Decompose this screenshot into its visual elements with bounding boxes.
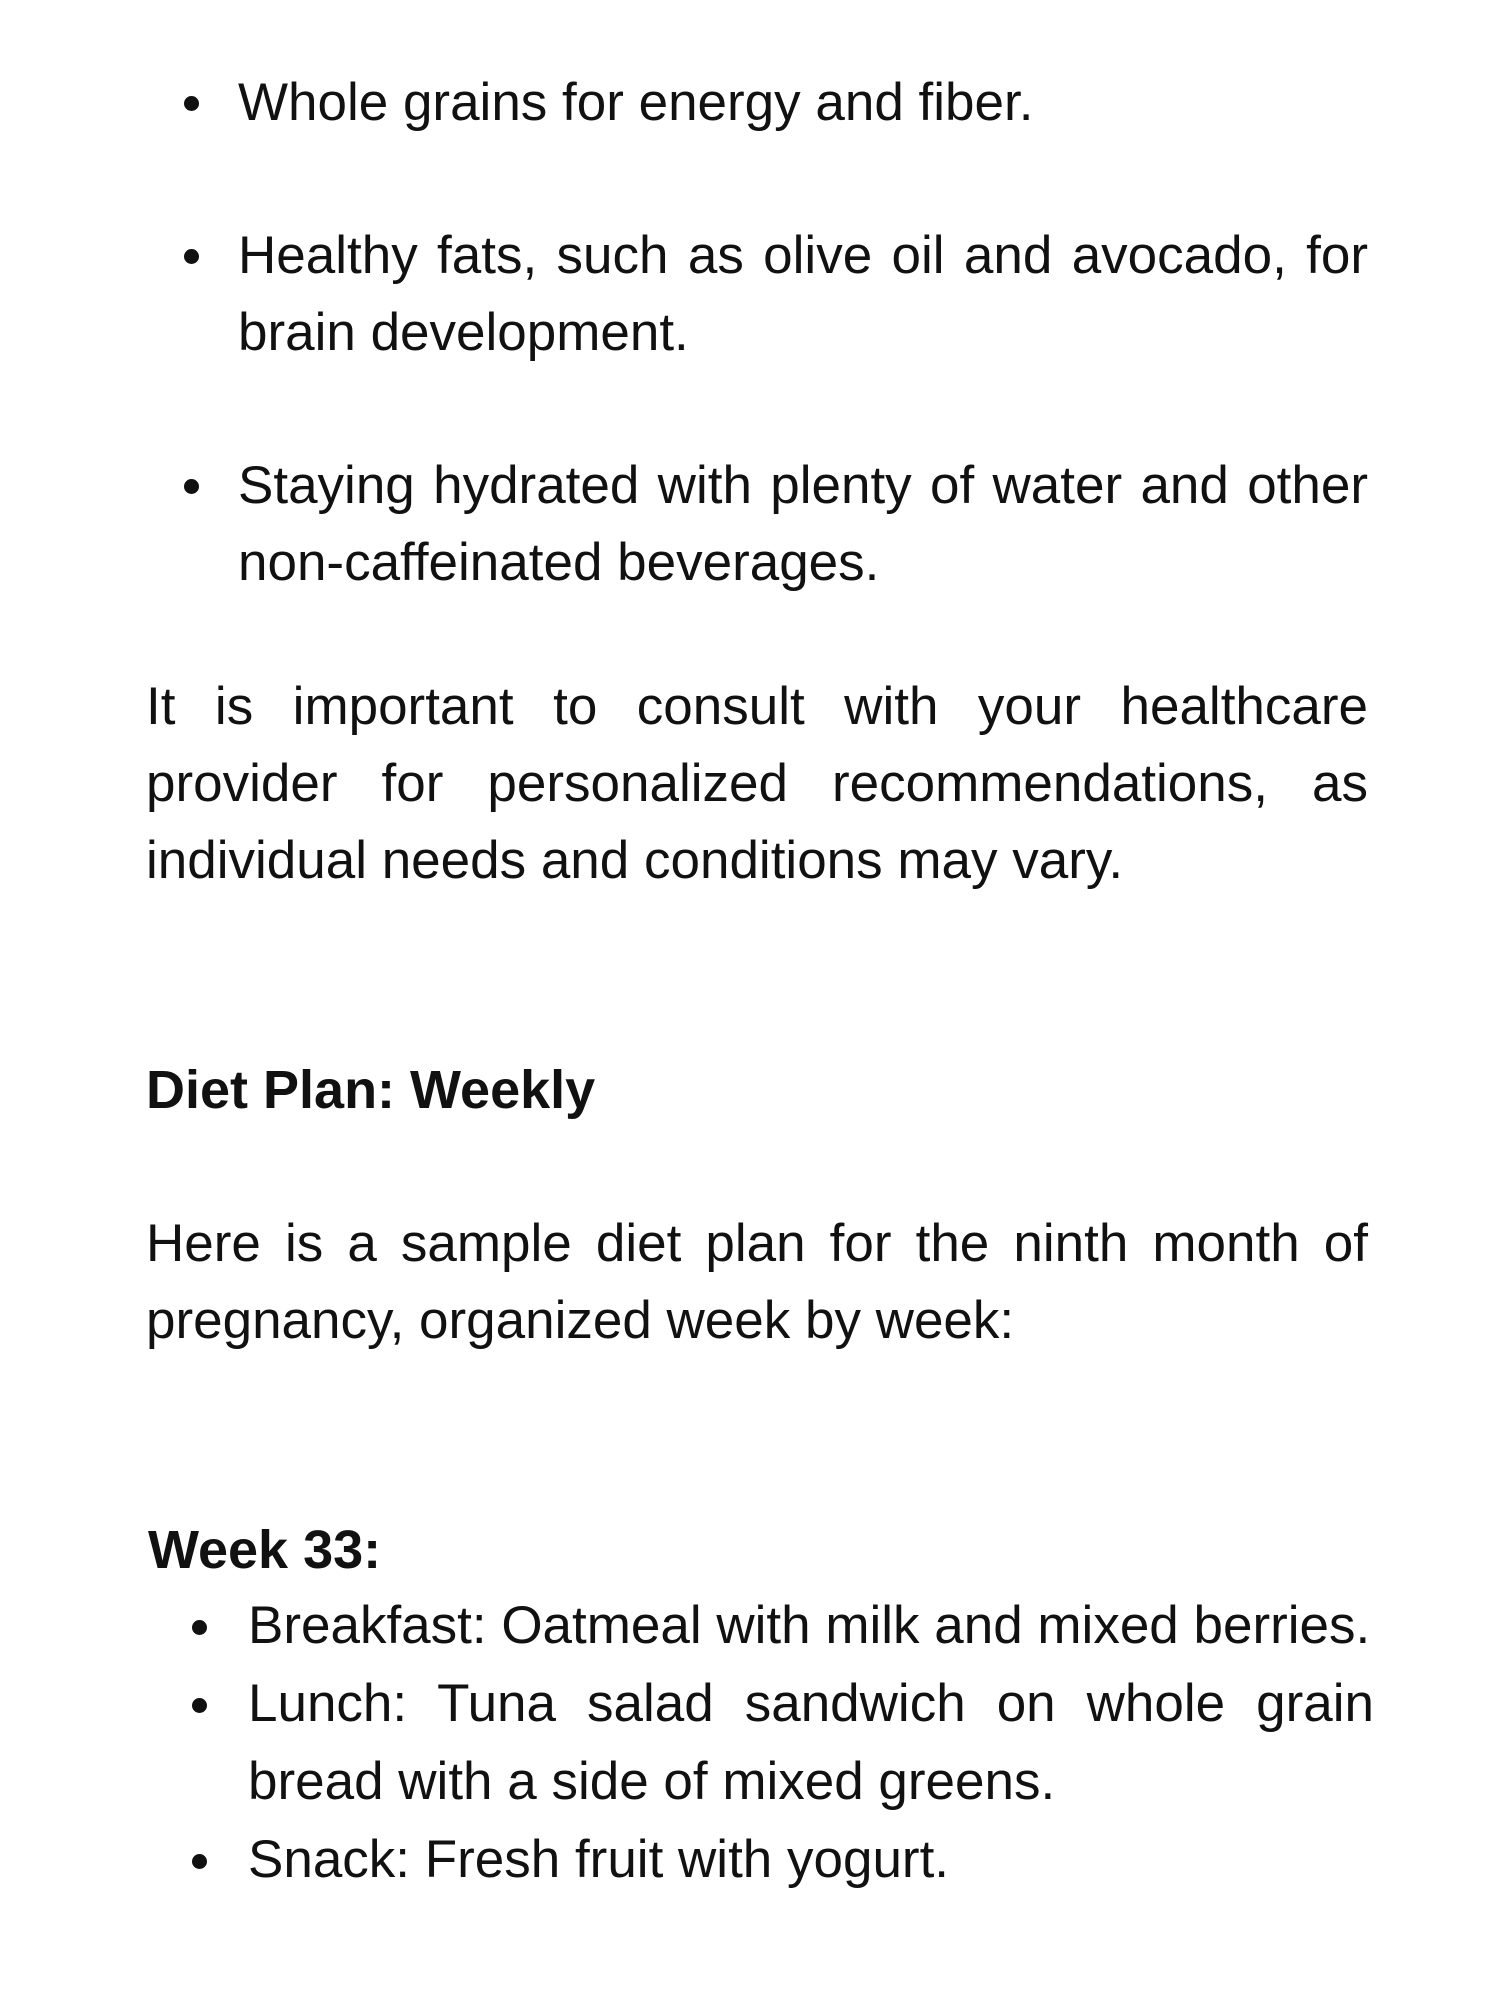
section-heading: Diet Plan: Weekly: [146, 1060, 596, 1120]
list-item: Healthy fats, such as olive oil and avocado, for brain development.: [238, 217, 1368, 371]
list-item: Whole grains for energy and fiber.: [238, 64, 1368, 141]
week-heading: Week 33:: [148, 1520, 382, 1580]
week-meal-list: [248, 1587, 1374, 1899]
list-item: Lunch: Tuna salad sandwich on whole grain bread with a side of mixed greens.: [248, 1665, 1374, 1821]
consult-paragraph: It is important to consult with your healthcare provider for personalized recommendations, as individual needs and conditions may vary.: [146, 677, 1368, 890]
list-item: Staying hydrated with plenty of water and other non-caffeinated beverages.: [238, 447, 1368, 601]
list-item: Breakfast: Oatmeal with milk and mixed berries.: [248, 1587, 1374, 1665]
nutrition-tips-list: [238, 64, 1368, 677]
intro-paragraph: Here is a sample diet plan for the ninth month of pregnancy, organized week by week:: [146, 1214, 1368, 1350]
list-item: Snack: Fresh fruit with yogurt.: [248, 1821, 1374, 1899]
